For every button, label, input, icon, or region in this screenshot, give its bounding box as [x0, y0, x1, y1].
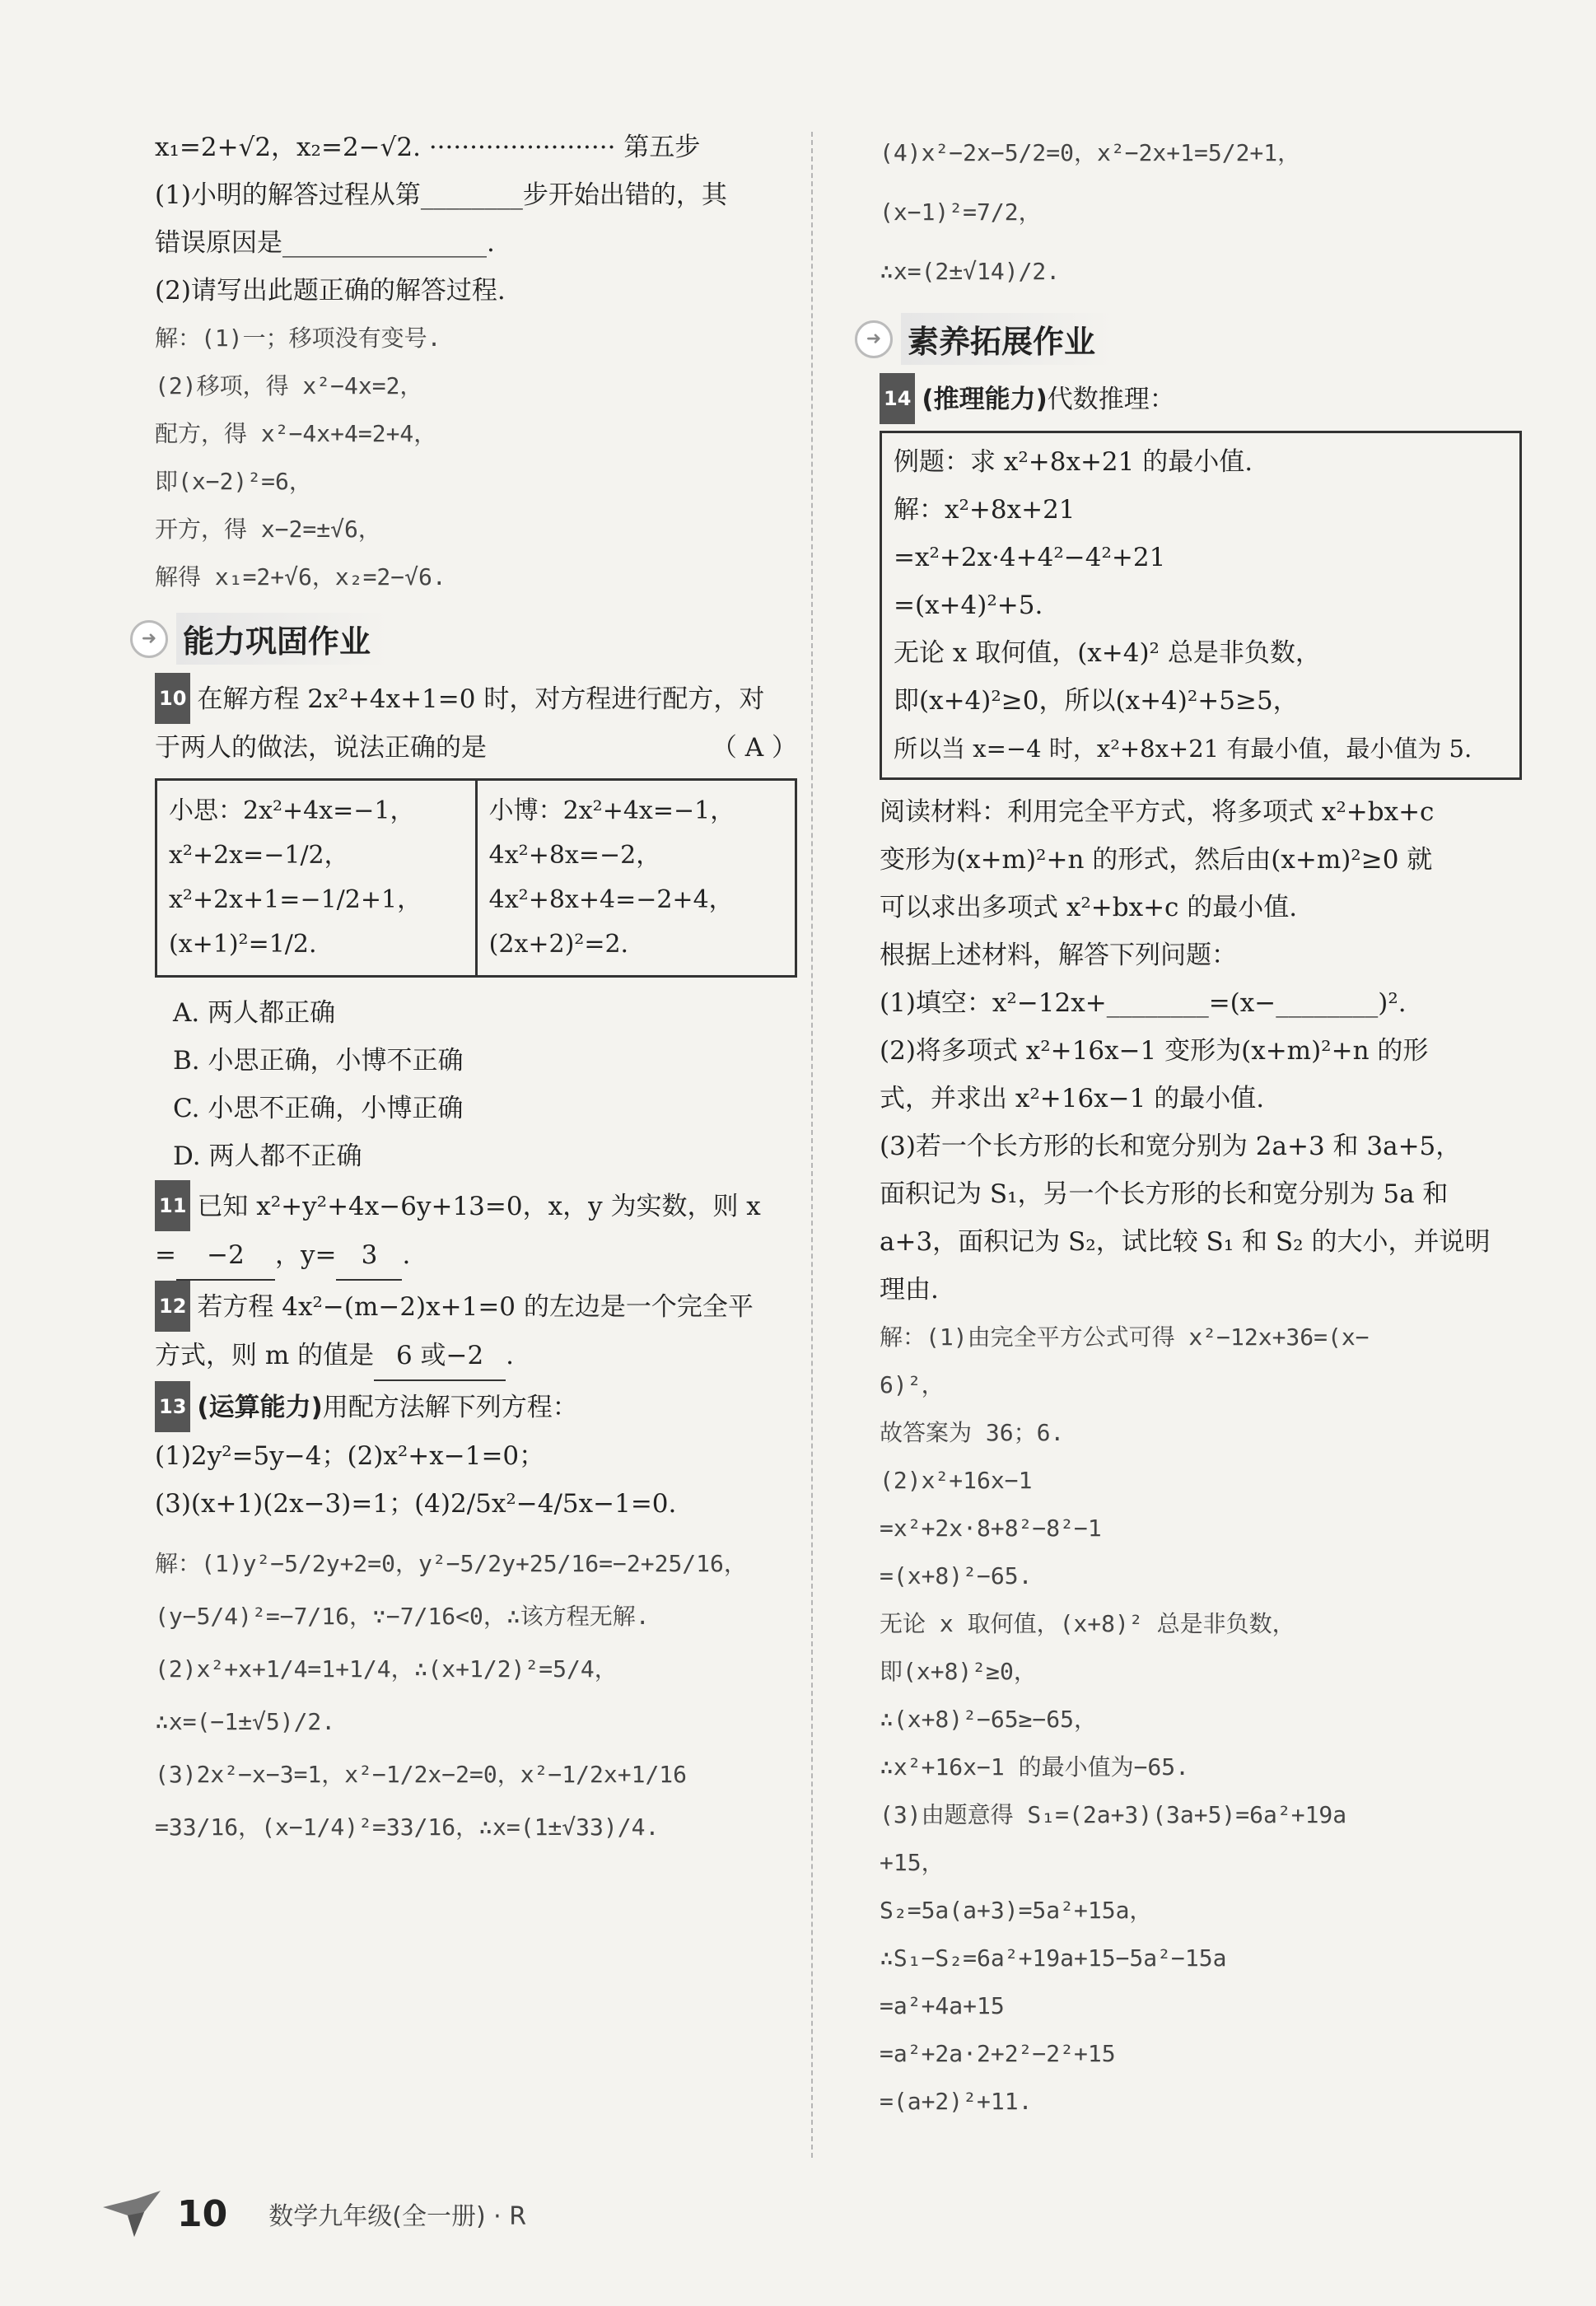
intro-line: 错误原因是________________.	[155, 228, 495, 258]
solution-line: (3)由题意得 S₁=(2a+3)(3a+5)=6a²+19a	[880, 1801, 1347, 1828]
solution-line: ∴x²+16x−1 的最小值为−65.	[880, 1753, 1190, 1781]
solution-line: (x−1)²=7/2，	[880, 198, 1042, 226]
xiaosi-step: x²+2x+1=−1/2+1，	[169, 885, 422, 914]
solution-line: ∴x=(2±√14)/2.	[880, 258, 1061, 285]
solution-line: (3)2x²−x−3=1，x²−1/2x−2=0，x²−1/2x+1/16	[155, 1761, 688, 1788]
ability-tag: (运算能力)	[197, 1393, 323, 1422]
question-13	[155, 1381, 797, 1432]
xiaosi-step: 小思：2x²+4x=−1，	[169, 796, 415, 825]
solution-line: +15，	[880, 1849, 945, 1876]
solution-line: (2)x²+x+1/4=1+1/4，∴(x+1/2)²=5/4，	[155, 1655, 618, 1683]
solution-line: (y−5/4)²=−7/16，∵−7/16<0，∴该方程无解.	[155, 1603, 650, 1630]
left-column	[141, 124, 797, 1854]
xiaobo-step: 4x²+8x=−2，	[488, 841, 661, 870]
question-text: .	[506, 1341, 514, 1370]
question-text: =	[155, 1240, 176, 1270]
solution-line: (2)x²+16x−1	[880, 1467, 1033, 1494]
question-11	[155, 1180, 797, 1231]
question-text: 若方程 4x²−(m−2)x+1=0 的左边是一个完全平	[197, 1292, 754, 1322]
question-number: 12	[155, 1281, 190, 1332]
answer-blank-x: −2	[176, 1231, 275, 1281]
body-line: 可以求出多项式 x²+bx+c 的最小值.	[880, 893, 1298, 922]
equation-line: (3)(x+1)(2x−3)=1；(4)2/5x²−4/5x−1=0.	[155, 1489, 677, 1519]
question-text: 方式，则 m 的值是	[155, 1341, 375, 1370]
book-title: 数学九年级(全一册) · R	[268, 2202, 527, 2231]
xiaobo-step: 小博：2x²+4x=−1，	[488, 796, 735, 825]
body-line: 式，并求出 x²+16x−1 的最小值.	[880, 1084, 1265, 1113]
solution-line: =(a+2)²+11.	[880, 2088, 1033, 2115]
solution-line: =33/16，(x−1/4)²=33/16，∴x=(1±√33)/4.	[155, 1814, 660, 1841]
body-line: 面积记为 S₁，另一个长方形的长和宽分别为 5a 和	[880, 1179, 1449, 1209]
intro-line: x₁=2+√2，x₂=2−√2. ······················· 第五步	[155, 133, 701, 162]
arrow-icon: ➜	[130, 620, 168, 658]
question-text: ，y=	[274, 1240, 337, 1270]
solution-line: 解：(1)由完全平方公式可得 x²−12x+36=(x−	[880, 1323, 1370, 1351]
solution-line: (2)移项，得 x²−4x=2，	[155, 372, 423, 399]
question-number: 13	[155, 1381, 190, 1432]
solution-line: 即(x−2)²=6，	[155, 468, 312, 495]
solution-line: (4)x²−2x−5/2=0，x²−2x+1=5/2+1，	[880, 139, 1301, 166]
solution-line: 解：(1)y²−5/2y+2=0，y²−5/2y+25/16=−2+25/16，	[155, 1550, 747, 1577]
solution-line: 即(x+8)²≥0，	[880, 1658, 1037, 1685]
answer-blank-y: 3	[336, 1231, 402, 1281]
intro-line: (1)小明的解答过程从第________步开始出错的，其	[155, 180, 727, 210]
question-11-cont	[155, 1231, 797, 1281]
body-line: (2)将多项式 x²+16x−1 变形为(x+m)²+n 的形	[880, 1036, 1429, 1066]
xiaobo-step: (2x+2)²=2.	[488, 930, 629, 959]
body-line: 阅读材料：利用完全平方式，将多项式 x²+bx+c	[880, 797, 1435, 827]
option-a: A. 两人都正确	[173, 998, 336, 1028]
question-number: 11	[155, 1180, 190, 1231]
solution-line: =a²+2a·2+2²−2²+15	[880, 2040, 1116, 2067]
question-text: 在解方程 2x²+4x+1=0 时，对方程进行配方，对	[197, 684, 765, 714]
comparison-table	[155, 778, 797, 978]
option-b: B. 小思正确，小博不正确	[173, 1046, 464, 1076]
answer-bracket: （ A ）	[711, 733, 797, 763]
xiaosi-step: (x+1)²=1/2.	[169, 930, 317, 959]
arrow-icon: ➜	[855, 320, 893, 358]
solution-line: ∴S₁−S₂=6a²+19a+15−5a²−15a	[880, 1944, 1227, 1972]
solution-line: =(x+8)²−65.	[880, 1562, 1033, 1589]
intro-line: (2)请写出此题正确的解答过程.	[155, 276, 506, 306]
option-d: D. 两人都不正确	[173, 1141, 362, 1171]
question-10	[155, 673, 797, 724]
solution-line: 开方，得 x−2=±√6，	[155, 516, 381, 543]
body-line: 变形为(x+m)²+n 的形式，然后由(x+m)²≥0 就	[880, 845, 1433, 875]
page-footer	[103, 2191, 526, 2237]
example-line: 无论 x 取何值，(x+4)² 总是非负数，	[894, 638, 1321, 668]
body-line: 根据上述材料，解答下列问题：	[880, 941, 1237, 970]
question-12-cont	[155, 1332, 797, 1381]
question-text: 于两人的做法，说法正确的是	[155, 733, 487, 763]
solution-line: ∴x=(−1±√5)/2.	[155, 1708, 336, 1735]
body-line: a+3，面积记为 S₂，试比较 S₁ 和 S₂ 的大小，并说明	[880, 1227, 1491, 1257]
section-header-ability	[130, 613, 797, 665]
xiaosi-cell	[156, 780, 477, 977]
example-line: 所以当 x=−4 时，x²+8x+21 有最小值，最小值为 5.	[894, 735, 1472, 763]
bird-logo-icon	[103, 2191, 161, 2237]
page-number: 10	[177, 2192, 228, 2235]
question-12	[155, 1281, 797, 1332]
question-10-cont	[155, 724, 797, 772]
xiaosi-step: x²+2x=−1/2，	[169, 841, 349, 870]
ability-tag: (推理能力)	[922, 385, 1048, 414]
equation-line: (1)2y²=5y−4；(2)x²+x−1=0；	[155, 1441, 545, 1471]
solution-line: 配方，得 x²−4x+4=2+4，	[155, 420, 437, 447]
question-text: 用配方法解下列方程：	[322, 1393, 578, 1422]
body-line: (3)若一个长方形的长和宽分别为 2a+3 和 3a+5，	[880, 1132, 1462, 1161]
example-box	[880, 431, 1522, 780]
example-line: =(x+4)²+5.	[894, 591, 1043, 620]
solution-line: 解：(1)一；移项没有变号.	[155, 324, 441, 352]
solution-line: 解得 x₁=2+√6，x₂=2−√6.	[155, 563, 446, 591]
question-text: 已知 x²+y²+4x−6y+13=0，x，y 为实数，则 x	[197, 1192, 761, 1221]
xiaobo-step: 4x²+8x+4=−2+4，	[488, 885, 734, 914]
question-text: 代数推理：	[1047, 385, 1175, 414]
right-column	[866, 124, 1522, 2126]
body-line: (1)填空：x²−12x+________=(x−________)².	[880, 988, 1407, 1018]
solution-line: S₂=5a(a+3)=5a²+15a，	[880, 1897, 1153, 1924]
body-line: 理由.	[880, 1275, 939, 1305]
example-line: =x²+2x·4+4²−4²+21	[894, 543, 1166, 572]
solution-line: =x²+2x·8+8²−8²−1	[880, 1515, 1102, 1542]
solution-line: 6)²，	[880, 1371, 945, 1398]
example-line: 解：x²+8x+21	[894, 495, 1076, 525]
example-line: 例题：求 x²+8x+21 的最小值.	[894, 447, 1253, 477]
solution-line: 故答案为 36；6.	[880, 1419, 1065, 1446]
question-number: 14	[880, 373, 915, 424]
example-line: 即(x+4)²≥0，所以(x+4)²+5≥5，	[894, 686, 1299, 716]
section-header-expansion	[855, 313, 1522, 365]
question-number: 10	[155, 673, 190, 724]
question-14	[880, 373, 1522, 424]
xiaobo-cell	[476, 780, 796, 977]
column-divider	[811, 132, 813, 2158]
section-title: 素养拓展作业	[901, 313, 1113, 365]
question-text: .	[402, 1240, 411, 1270]
answer-blank-m: 6 或−2	[374, 1332, 506, 1381]
section-title: 能力巩固作业	[176, 613, 389, 665]
solution-line: 无论 x 取何值，(x+8)² 总是非负数，	[880, 1610, 1295, 1637]
solution-line: =a²+4a+15	[880, 1992, 1005, 2019]
solution-line: ∴(x+8)²−65≥−65，	[880, 1706, 1098, 1733]
option-c: C. 小思不正确，小博正确	[173, 1094, 464, 1123]
